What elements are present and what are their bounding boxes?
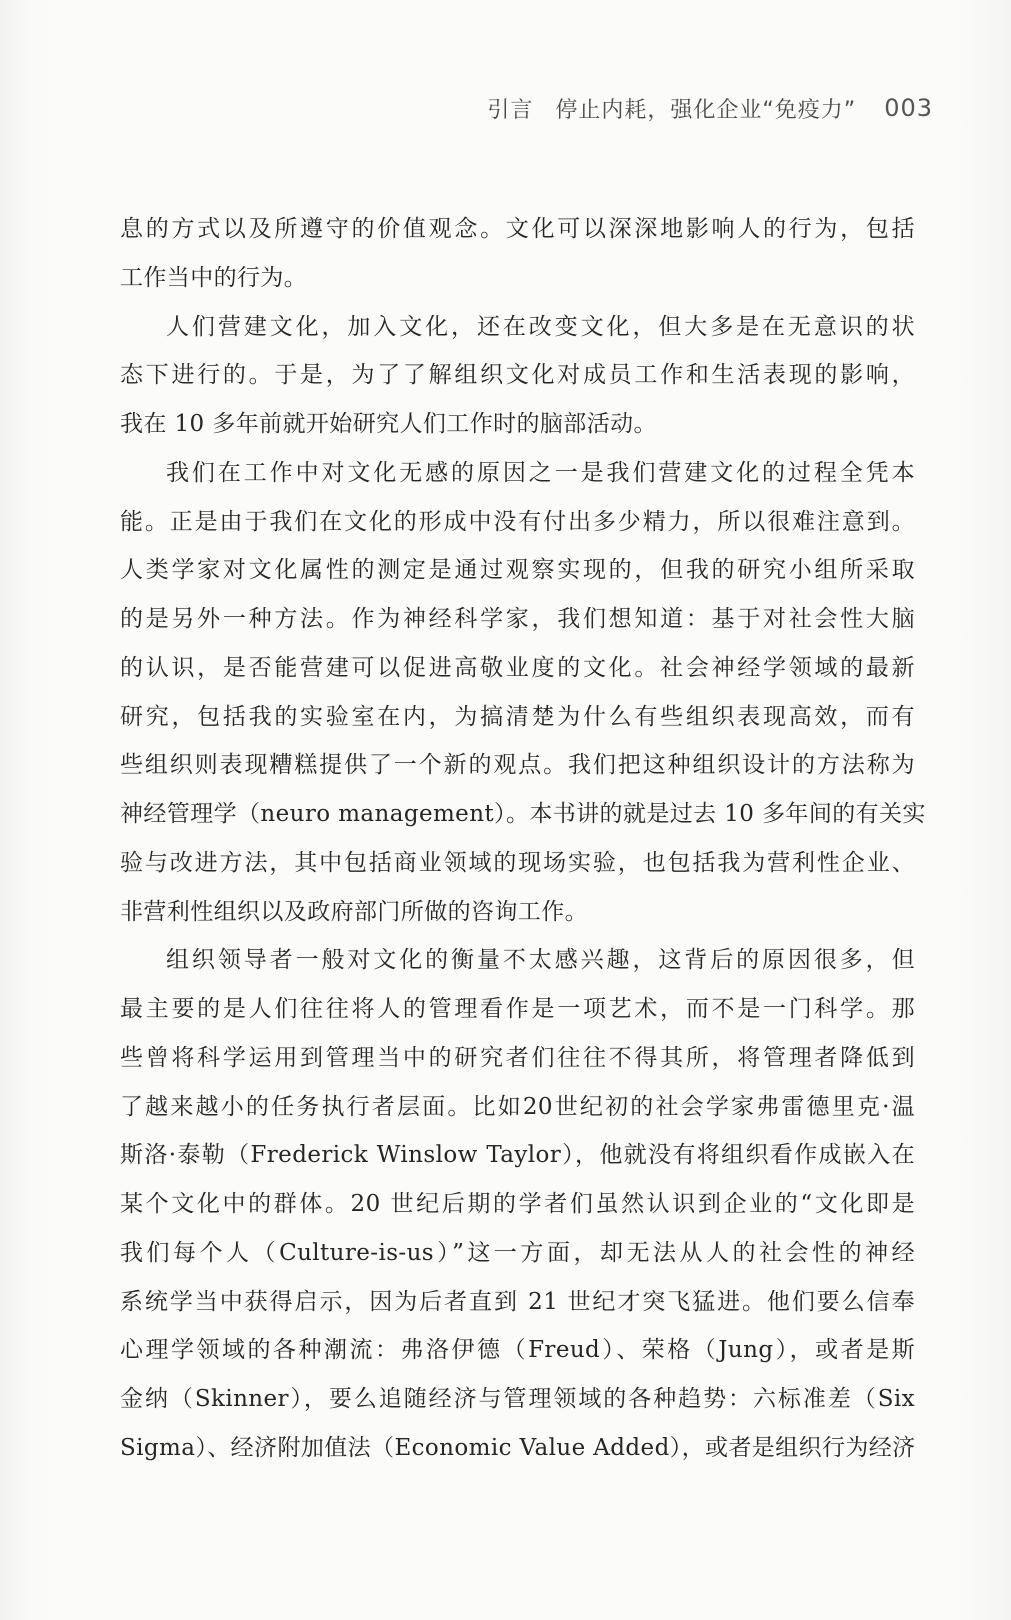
text-line: 人类学家对文化属性的测定是通过观察实现的，但我的研究小组所采取: [120, 557, 915, 584]
text-line: 我们在工作中对文化无感的原因之一是我们营建文化的过程全凭本: [166, 459, 915, 486]
text-line: 组织领导者一般对文化的衡量不太感兴趣，这背后的原因很多，但: [166, 947, 915, 974]
text-line: 金纳（Skinner），要么追随经济与管理领域的各种趋势：六标准差（Six: [120, 1386, 915, 1412]
text-line: 我在 10 多年前就开始研究人们工作时的脑部活动。: [120, 411, 657, 437]
text-line: 些曾将科学运用到管理当中的研究者们往往不得其所，将管理者降低到: [120, 1044, 915, 1071]
body-text: [120, 205, 926, 1473]
text-line: 神经管理学（neuro management）。本书讲的就是过去 10 多年间的有关实: [120, 801, 926, 827]
text-line: 的认识，是否能营建可以促进高敬业度的文化。社会神经学领域的最新: [120, 654, 915, 681]
text-line: 人们营建文化，加入文化，还在改变文化，但大多是在无意识的状: [166, 313, 915, 340]
text-line: 些组织则表现糟糕提供了一个新的观点。我们把这种组织设计的方法称为: [120, 752, 915, 779]
text-line: 的是另外一种方法。作为神经科学家，我们想知道：基于对社会性大脑: [120, 606, 915, 632]
text-line: 某个文化中的群体。20 世纪后期的学者们虽然认识到企业的“文化即是: [120, 1191, 915, 1217]
text-line: 态下进行的。于是，为了了解组织文化对成员工作和生活表现的影响，: [120, 362, 915, 389]
text-line: 研究，包括我的实验室在内，为搞清楚为什么有些组织表现高效，而有: [120, 703, 915, 730]
text-line: 验与改进方法，其中包括商业领域的现场实验，也包括我为营利性企业、: [120, 849, 915, 876]
header-chapter-title: 停止内耗，强化企业“免疫力”: [555, 97, 857, 123]
text-line: 系统学当中获得启示，因为后者直到 21 世纪才突飞猛进。他们要么信奉: [120, 1288, 915, 1315]
text-line: Sigma）、经济附加值法（Economic Value Added），或者是组织行为经济: [120, 1434, 916, 1461]
text-line: 最主要的是人们往往将人的管理看作是一项艺术，而不是一门科学。那: [120, 996, 915, 1022]
running-header: [487, 88, 933, 128]
text-line: 息的方式以及所遵守的价值观念。文化可以深深地影响人的行为，包括: [120, 216, 915, 242]
text-line: 能。正是由于我们在文化的形成中没有付出多少精力，所以很难注意到。: [120, 508, 915, 535]
text-line: 我们每个人（Culture-is-us）”这一方面，却无法从人的社会性的神经: [120, 1239, 915, 1266]
text-line: 工作当中的行为。: [120, 264, 308, 291]
text-line: 非营利性组织以及政府部门所做的咨询工作。: [120, 898, 588, 925]
header-section-label: 引言: [487, 97, 534, 123]
text-line: 心理学领域的各种潮流：弗洛伊德（Freud）、荣格（Jung），或者是斯: [120, 1337, 915, 1364]
page-number: 003: [884, 94, 933, 122]
text-line: 斯洛·泰勒（Frederick Winslow Taylor），他就没有将组织看作成嵌入在: [120, 1142, 915, 1169]
text-line: 了越来越小的任务执行者层面。比如20世纪初的社会学家弗雷德里克·温: [120, 1093, 915, 1120]
